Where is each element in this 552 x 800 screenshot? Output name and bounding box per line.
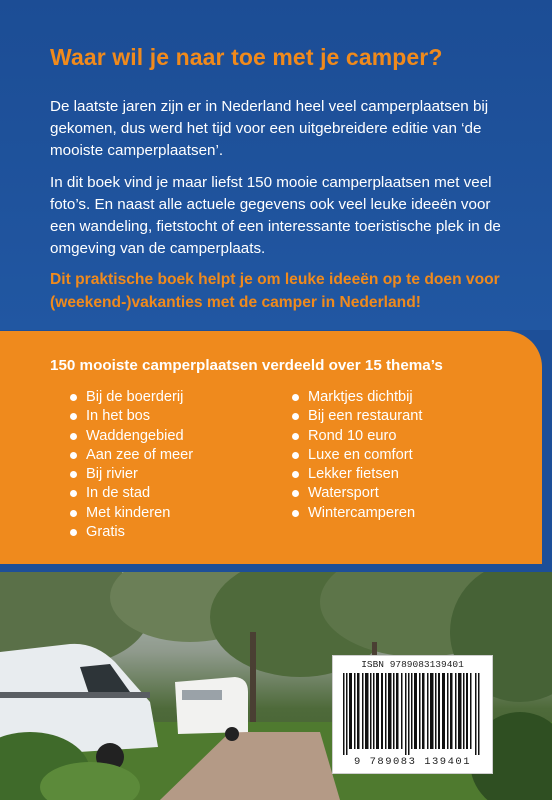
barcode-bars (343, 673, 482, 755)
headline: Waar wil je naar toe met je camper? (50, 44, 443, 70)
themes-list-right (292, 388, 422, 523)
theme-item: Watersport (292, 484, 422, 503)
theme-item: Lekker fietsen (292, 465, 422, 484)
theme-item: Bij een restaurant (292, 407, 422, 426)
theme-item: Luxe en comfort (292, 446, 422, 465)
blue-header-section (0, 0, 552, 330)
theme-item: Rond 10 euro (292, 427, 422, 446)
barcode (332, 655, 493, 774)
theme-item: In de stad (70, 484, 193, 503)
themes-title: 150 mooiste camperplaatsen verdeeld over 15 thema’s (50, 357, 443, 374)
themes-panel (0, 331, 542, 564)
barcode-digits: 9 789083 139401 (353, 756, 471, 768)
intro-paragraph: De laatste jaren zijn er in Nederland heel veel camperplaatsen bij gekomen, dus werd het tijd voor een uitgebreidere editie van ‘de mooiste camperplaatsen’. (50, 98, 489, 159)
theme-item: In het bos (70, 407, 193, 426)
call-to-action: Dit praktische boek helpt je om leuke ideeën op te doen voor (weekend-)vakanties met de camper in Nederland! (50, 271, 500, 311)
theme-item: Wintercamperen (292, 504, 422, 523)
theme-item: Bij de boerderij (70, 388, 193, 407)
theme-item: Bij rivier (70, 465, 193, 484)
isbn-label: ISBN 9789083139401 (361, 659, 464, 670)
theme-item: Aan zee of meer (70, 446, 193, 465)
theme-item: Marktjes dichtbij (292, 388, 422, 407)
theme-item: Waddengebied (70, 427, 193, 446)
theme-item: Met kinderen (70, 504, 193, 523)
description-paragraph: In dit boek vind je maar liefst 150 mooie camperplaatsen met veel foto’s. En naast alle actuele gegevens ook veel leuke ideeën voor een wandeling, fietstocht of een interessante toeristische plek in de omgeving van de camperplaats. (50, 174, 501, 257)
themes-list-left (70, 388, 193, 542)
theme-item: Gratis (70, 523, 193, 542)
